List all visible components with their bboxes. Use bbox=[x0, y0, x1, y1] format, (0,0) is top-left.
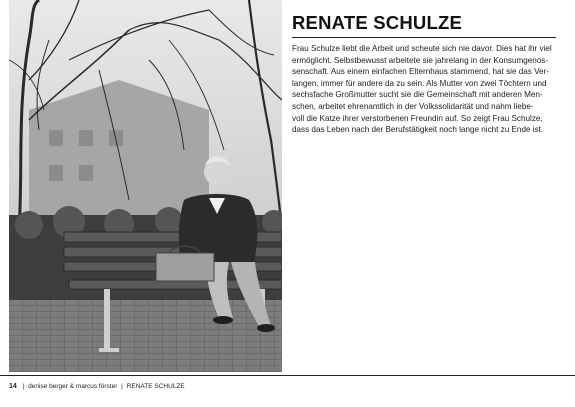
body-line: ermöglicht. Selbstbewusst arbeitete sie jahrelang in der Konsumgenos- bbox=[292, 55, 549, 65]
footer-authors: denise berger & marcus förster bbox=[28, 383, 118, 390]
body-line: voll die Katze ihrer verstorbenen Freundin auf. So zeigt Frau Schulze, bbox=[292, 113, 543, 123]
photo-woman-on-bench-icon bbox=[9, 0, 282, 372]
portrait-photo bbox=[9, 0, 282, 372]
footer-divider bbox=[0, 375, 575, 376]
page-number: 14 bbox=[9, 383, 17, 390]
article-title: RENATE SCHULZE bbox=[292, 12, 462, 33]
page-footer bbox=[9, 382, 185, 392]
article-body bbox=[292, 43, 560, 136]
body-line: sechsfache Großmutter sucht sie die Gemeinschaft mit anderen Men- bbox=[292, 90, 543, 100]
footer-separator: | bbox=[22, 383, 25, 390]
body-line: dass das Leben nach der Berufstätigkeit noch lange nicht zu Ende ist. bbox=[292, 125, 544, 135]
title-divider bbox=[292, 37, 556, 38]
body-line: schen, arbeitet ehrenamtlich in der Volkssolidarität und nahm liebe- bbox=[292, 101, 534, 111]
body-line: langen, immer für andere da zu sein. Als Mutter von zwei Töchtern und bbox=[292, 78, 547, 88]
footer-section: RENATE SCHULZE bbox=[126, 383, 185, 390]
footer-separator: | bbox=[121, 383, 123, 390]
body-line: Frau Schulze liebt die Arbeit und scheute sich nie davor. Dies hat ihr viel bbox=[292, 44, 552, 53]
body-line: senschaft. Aus einem einfachen Elternhaus stammend, hat sie das Ver- bbox=[292, 67, 549, 77]
